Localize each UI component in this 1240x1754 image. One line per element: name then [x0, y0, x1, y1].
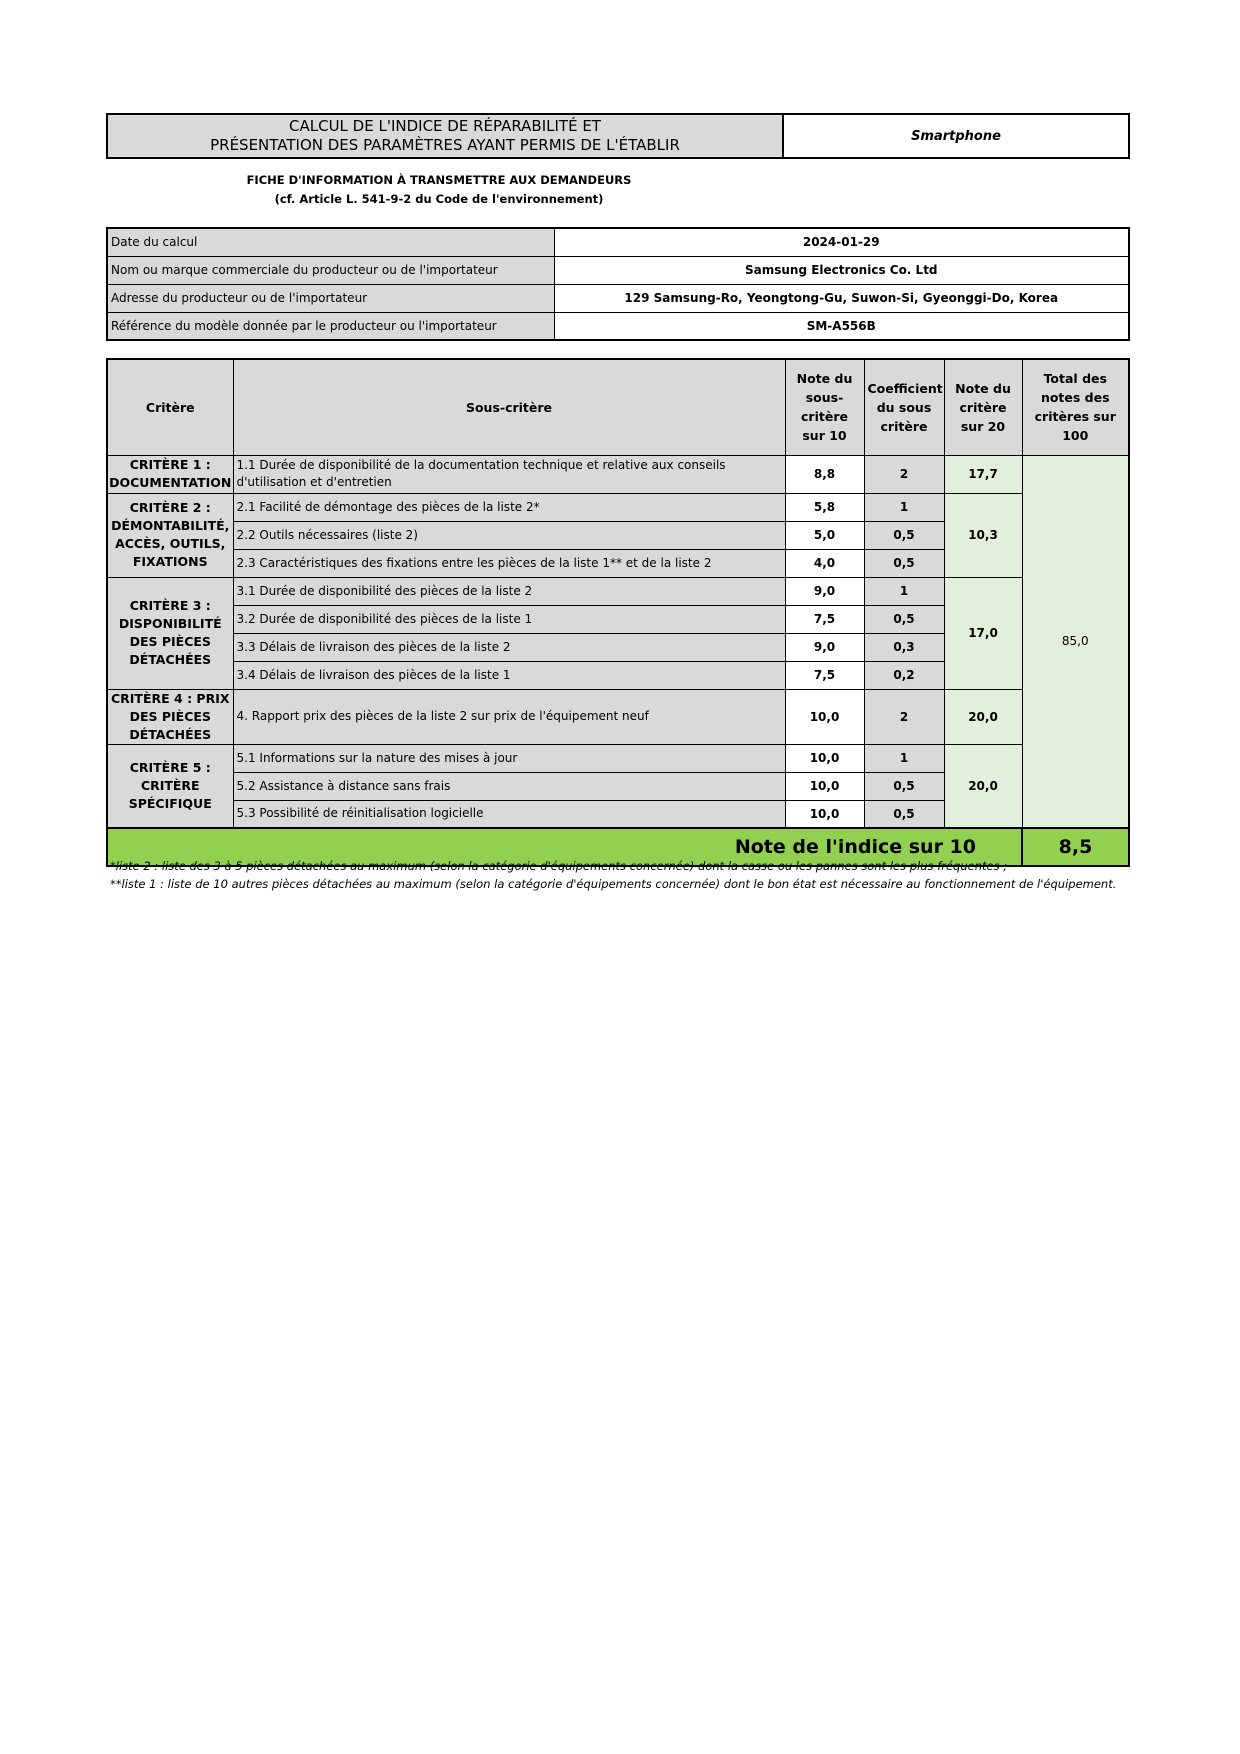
- document-title: [107, 114, 783, 158]
- info-value-producer: Samsung Electronics Co. Ltd: [554, 256, 1129, 284]
- subcriterion-coef: 2: [864, 455, 944, 493]
- info-label-address: Adresse du producteur ou de l'importateur: [107, 284, 554, 312]
- table-row: [107, 455, 1129, 493]
- table-header-row: [107, 359, 1129, 455]
- info-row: [107, 312, 1129, 340]
- subcriterion-note: 4,0: [785, 549, 864, 577]
- criterion-1-name: CRITÈRE 1 : DOCUMENTATION: [107, 455, 233, 493]
- subcriterion-label: 5.3 Possibilité de réinitialisation logicielle: [233, 800, 785, 828]
- criterion-4-score: 20,0: [944, 689, 1022, 744]
- subcriterion-coef: 0,5: [864, 800, 944, 828]
- subcriterion-note: 8,8: [785, 455, 864, 493]
- subheading: [106, 171, 772, 209]
- header-total: Total des notes des critères sur 100: [1022, 359, 1129, 455]
- footnotes: [110, 857, 1130, 893]
- info-label-date: Date du calcul: [107, 228, 554, 256]
- subcriterion-coef: 0,5: [864, 521, 944, 549]
- subcriterion-label: 3.2 Durée de disponibilité des pièces de la liste 1: [233, 605, 785, 633]
- header-note-sous-critere: Note du sous-critère sur 10: [785, 359, 864, 455]
- criterion-2-name: CRITÈRE 2 : DÉMONTABILITÉ, ACCÈS, OUTILS, FIXATIONS: [107, 493, 233, 577]
- criterion-5-name: CRITÈRE 5 : CRITÈRE SPÉCIFIQUE: [107, 744, 233, 828]
- info-value-address: 129 Samsung-Ro, Yeongtong-Gu, Suwon-Si, Gyeonggi-Do, Korea: [554, 284, 1129, 312]
- table-row: [107, 689, 1129, 744]
- title-block: [106, 113, 1130, 159]
- final-score-label: Note de l'indice sur 10: [107, 828, 1022, 866]
- subcriterion-label: 5.2 Assistance à distance sans frais: [233, 772, 785, 800]
- subcriterion-label: 2.3 Caractéristiques des fixations entre les pièces de la liste 1** et de la liste 2: [233, 549, 785, 577]
- table-row: [107, 744, 1129, 772]
- document-title-line2: PRÉSENTATION DES PARAMÈTRES AYANT PERMIS DE L'ÉTABLIR: [210, 136, 680, 154]
- table-row: [107, 493, 1129, 521]
- info-value-date: 2024-01-29: [554, 228, 1129, 256]
- criterion-3-score: 17,0: [944, 577, 1022, 689]
- subcriterion-label: 3.1 Durée de disponibilité des pièces de la liste 2: [233, 577, 785, 605]
- subcriterion-note: 7,5: [785, 605, 864, 633]
- footnote-list-2: *liste 2 : liste des 3 à 5 pièces détachées au maximum (selon la catégorie d'équipements concernée) dont la casse ou les pannes sont les plus fréquentes ;: [110, 859, 1008, 873]
- document-title-line1: CALCUL DE L'INDICE DE RÉPARABILITÉ ET: [289, 117, 601, 135]
- subcriterion-coef: 0,5: [864, 605, 944, 633]
- subcriterion-coef: 1: [864, 744, 944, 772]
- subcriterion-label: 5.1 Informations sur la nature des mises à jour: [233, 744, 785, 772]
- header-coefficient: Coefficient du sous critère: [864, 359, 944, 455]
- header-note-critere: Note du critère sur 20: [944, 359, 1022, 455]
- subcriterion-note: 7,5: [785, 661, 864, 689]
- subcriterion-coef: 1: [864, 577, 944, 605]
- subcriterion-note: 10,0: [785, 744, 864, 772]
- footnote-list-1: **liste 1 : liste de 10 autres pièces détachées au maximum (selon la catégorie d'équipements concernée) dont le bon état est nécessaire au fonctionnement de l'équipement.: [110, 877, 1117, 891]
- subcriterion-coef: 0,5: [864, 772, 944, 800]
- header-critere: Critère: [107, 359, 233, 455]
- subcriterion-label: 2.2 Outils nécessaires (liste 2): [233, 521, 785, 549]
- info-row: [107, 228, 1129, 256]
- criterion-4-name: CRITÈRE 4 : PRIX DES PIÈCES DÉTACHÉES: [107, 689, 233, 744]
- subcriterion-coef: 0,2: [864, 661, 944, 689]
- subcriterion-note: 9,0: [785, 633, 864, 661]
- product-category: Smartphone: [783, 114, 1129, 158]
- subcriterion-note: 10,0: [785, 689, 864, 744]
- criterion-1-score: 17,7: [944, 455, 1022, 493]
- subcriterion-note: 10,0: [785, 772, 864, 800]
- subcriterion-coef: 0,3: [864, 633, 944, 661]
- subcriterion-coef: 0,5: [864, 549, 944, 577]
- final-score-value: 8,5: [1022, 828, 1129, 866]
- subcriterion-label: 3.4 Délais de livraison des pièces de la liste 1: [233, 661, 785, 689]
- info-row: [107, 284, 1129, 312]
- subcriterion-note: 10,0: [785, 800, 864, 828]
- subcriterion-note: 9,0: [785, 577, 864, 605]
- header-sous-critere: Sous-critère: [233, 359, 785, 455]
- subcriterion-label: 3.3 Délais de livraison des pièces de la liste 2: [233, 633, 785, 661]
- subcriterion-note: 5,8: [785, 493, 864, 521]
- info-row: [107, 256, 1129, 284]
- subheading-line2: (cf. Article L. 541-9-2 du Code de l'environnement): [274, 192, 604, 206]
- criteria-total: 85,0: [1022, 455, 1129, 828]
- subcriterion-label: 2.1 Facilité de démontage des pièces de la liste 2*: [233, 493, 785, 521]
- criterion-2-score: 10,3: [944, 493, 1022, 577]
- subheading-line1: FICHE D'INFORMATION À TRANSMETTRE AUX DEMANDEURS: [246, 173, 632, 187]
- subcriterion-label: 4. Rapport prix des pièces de la liste 2 sur prix de l'équipement neuf: [233, 689, 785, 744]
- info-label-model: Référence du modèle donnée par le producteur ou l'importateur: [107, 312, 554, 340]
- subcriterion-note: 5,0: [785, 521, 864, 549]
- repairability-score-table: [106, 358, 1130, 867]
- info-label-producer: Nom ou marque commerciale du producteur ou de l'importateur: [107, 256, 554, 284]
- subcriterion-coef: 1: [864, 493, 944, 521]
- product-info-table: [106, 227, 1130, 341]
- table-row: [107, 577, 1129, 605]
- criterion-3-name: CRITÈRE 3 : DISPONIBILITÉ DES PIÈCES DÉTACHÉES: [107, 577, 233, 689]
- subcriterion-label: 1.1 Durée de disponibilité de la documentation technique et relative aux conseils d'utilisation et d'entretien: [233, 455, 785, 493]
- criterion-5-score: 20,0: [944, 744, 1022, 828]
- info-value-model: SM-A556B: [554, 312, 1129, 340]
- subcriterion-coef: 2: [864, 689, 944, 744]
